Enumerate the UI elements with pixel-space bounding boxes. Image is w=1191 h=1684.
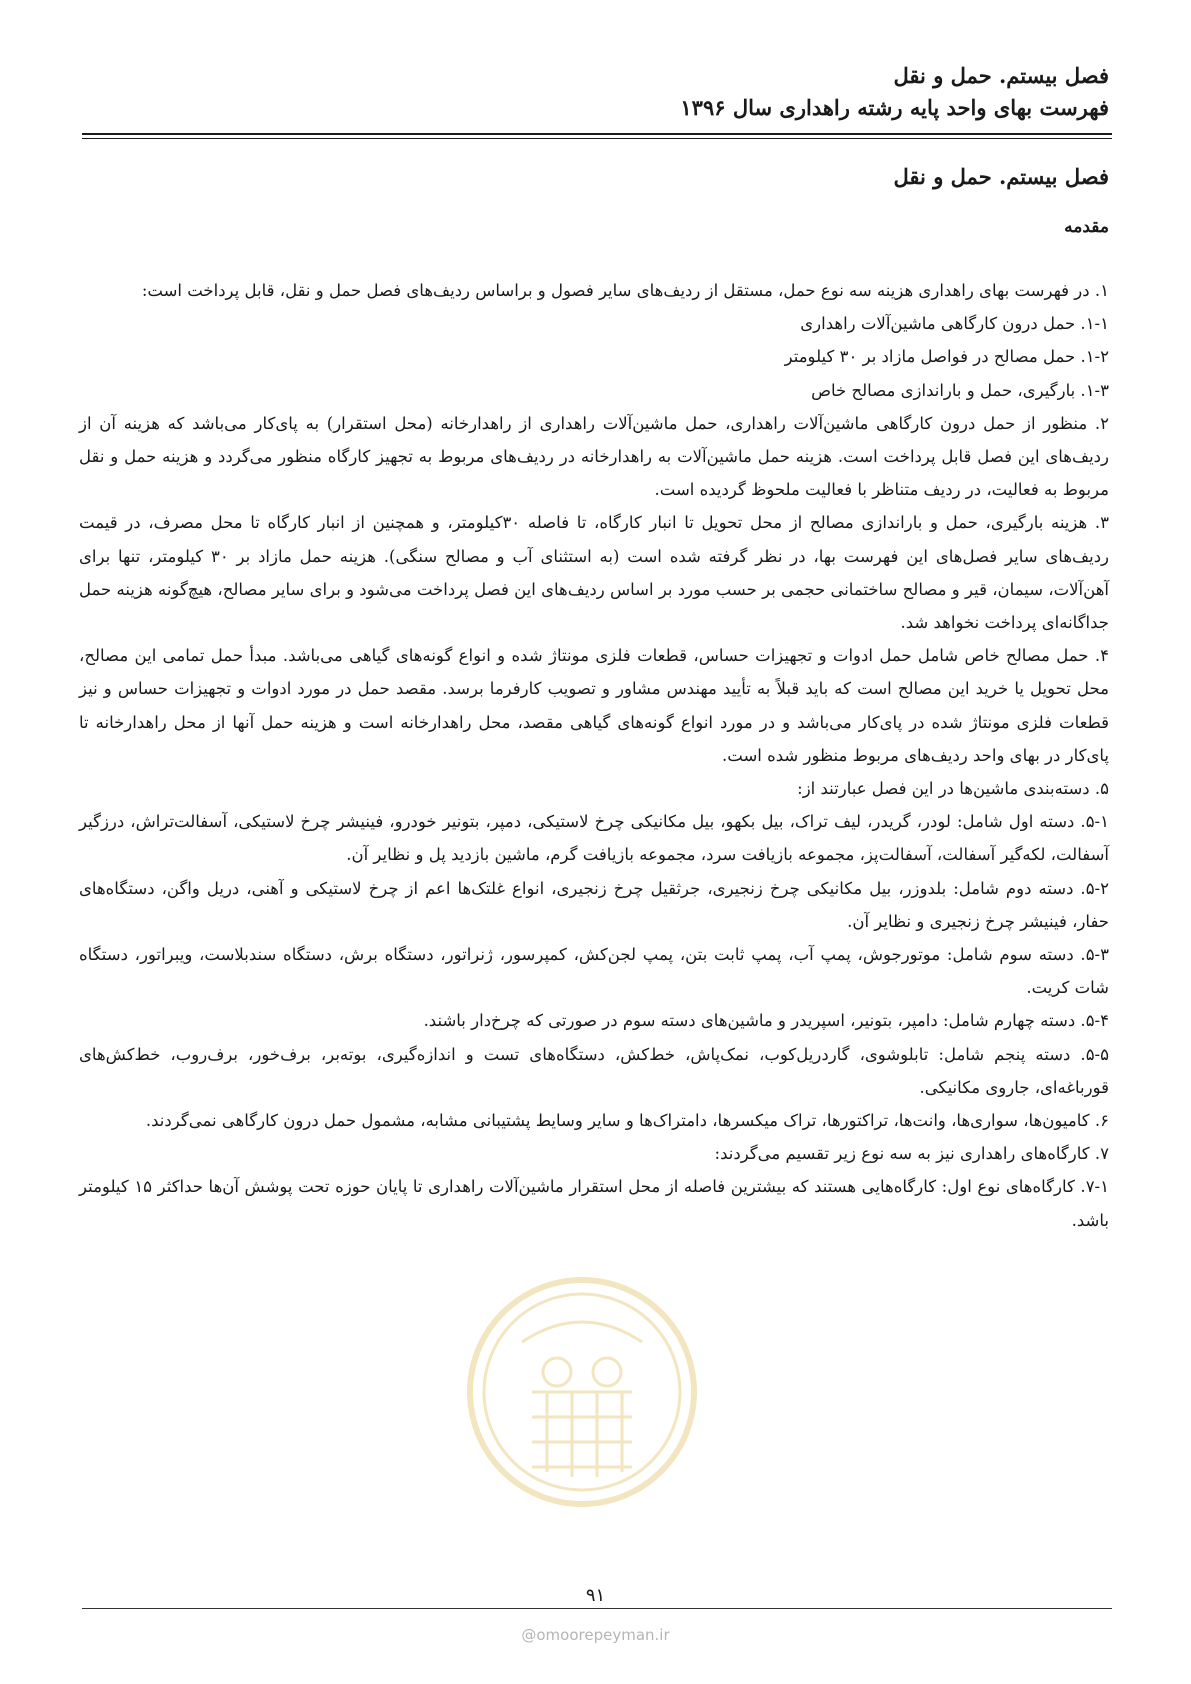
running-header	[79, 60, 1109, 124]
paragraph-3: ۳. هزینه بارگیری، حمل و باراندازی مصالح از محل تحویل تا انبار کارگاه، تا فاصله ۳۰کیلومتر، و همچنین از انبار کارگاه تا محل مصرف، در قیمت ردیف‌های سایر فصل‌های این فهرست بها، در نظر گرفته شده است (به استثنای آب و مصالح سنگی). هزینه حمل مازاد بر ۳۰ کیلومتر، تنها برای آهن‌آلات، سیمان، قیر و مصالح ساختمانی حجمی بر حسب مورد بر اساس ردیف‌های این فصل پرداخت می‌شود و برای سایر مصالح، هیچ‌گونه هزینه حمل جداگانه‌ای پرداخت نخواهد شد.	[79, 513, 1110, 633]
main-content	[79, 162, 1109, 1237]
paragraph-5-1: ۵-۱. دسته اول شامل: لودر، گریدر، لیف تراک، بیل بکهو، بیل مکانیکی چرخ لاستیکی، دمپر، بتونیر خودرو، فینیشر چرخ لاستیکی، آسفالت‌تراش، درزگیر آسفالت، لکه‌گیر آسفالت، آسفالت‌پز، مجموعه بازیافت سرد، مجموعه بازیافت گرم، ماشین بازدید پل و نظایر آن.	[79, 812, 1109, 865]
paragraph-2: ۲. منظور از حمل درون کارگاهی ماشین‌آلات راهداری، حمل ماشین‌آلات راهداری از راهدارخانه (محل استقرار) به پای‌کار می‌باشد که هزینه آن از ردیف‌های این فصل قابل پرداخت است. هزینه حمل ماشین‌آلات به راهدارخانه در ردیف‌های مربوط به تجهیز کارگاه منظور می‌گردد و هزینه حمل و نقل مربوط به فعالیت، در ردیف متناظر با فعالیت ملحوظ گردیده است.	[79, 413, 1109, 500]
paragraph-7: ۷. کارگاه‌های راهداری نیز به سه نوع زیر تقسیم می‌گردند:	[714, 1144, 1109, 1164]
paragraph-7-1: ۷-۱. کارگاه‌های نوع اول: کارگاه‌هایی هستند که بیشترین فاصله از محل استقرار ماشین‌آلات راهداری تا پایان حوزه تحت پوشش آن‌ها حداکثر ۱۵ کیلومتر باشد.	[79, 1177, 1109, 1230]
paragraph-5-5: ۵-۵. دسته پنجم شامل: تابلوشوی، گاردریل‌کوب، نمک‌پاش، خط‌کش، دستگاه‌های تست و اندازه‌گیری، بوته‌بر، برف‌خور، برف‌روب، خط‌کش‌های قورباغه‌ای، جاروی مکانیکی.	[79, 1044, 1109, 1097]
paragraph-5-4: ۵-۴. دسته چهارم شامل: دامپر، بتونیر، اسپریدر و ماشین‌های دسته سوم در صورتی که چرخ‌دار باشند.	[423, 1011, 1109, 1031]
paragraph-1-1: ۱-۱. حمل درون کارگاهی ماشین‌آلات راهداری	[800, 314, 1109, 334]
paragraph-1-2: ۱-۲. حمل مصالح در فواصل مازاد بر ۳۰ کیلومتر	[784, 347, 1109, 367]
paragraph-5: ۵. دسته‌بندی ماشین‌ها در این فصل عبارتند از:	[797, 779, 1109, 799]
header-chapter-title: فصل بیستم. حمل و نقل	[893, 63, 1109, 88]
footer-website-watermark: @omoorepeyman.ir	[521, 1626, 670, 1644]
page-number: ۹۱	[585, 1585, 606, 1606]
paragraph-4: ۴. حمل مصالح خاص شامل حمل ادوات و تجهیزات حساس، قطعات فلزی مونتاژ شده و انواع گونه‌های گیاهی می‌باشد. مبدأ حمل تمامی این مصالح، محل تحویل یا خرید این مصالح است که باید قبلاً به تأیید مهندس مشاور و تصویب کارفرما برسد. مقصد حمل در مورد ادوات و تجهیزات حساس و نیز قطعات فلزی مونتاژ شده در پای‌کار می‌باشد و در مورد انواع گونه‌های گیاهی مقصد، محل راهدارخانه است و هزینه حمل آنها از محل راهدارخانه تا پای‌کار در بهای واحد ردیف‌های مربوط منظور شده است.	[79, 646, 1110, 765]
paragraph-1: ۱. در فهرست بهای راهداری هزینه سه نوع حمل، مستقل از ردیف‌های سایر فصول و براساس ردیف‌های فصل حمل و نقل، قابل پرداخت است:	[141, 281, 1109, 300]
header-rule-thin	[82, 138, 1112, 139]
header-rule-thick	[82, 133, 1112, 135]
intro-heading: مقدمه	[1064, 217, 1109, 237]
paragraph-1-3: ۱-۳. بارگیری، حمل و باراندازی مصالح خاص	[811, 380, 1109, 400]
paragraph-6: ۶. کامیون‌ها، سواری‌ها، وانت‌ها، تراکتورها، تراک میکسرها، دامتراک‌ها و سایر وسایط پشتیبانی مشابه، مشمول حمل درون کارگاهی نمی‌گردند.	[145, 1111, 1109, 1131]
header-document-title: فهرست بهای واحد پایه رشته راهداری سال ۱۳۹۶	[680, 95, 1109, 120]
chapter-title: فصل بیستم. حمل و نقل	[893, 164, 1109, 189]
paragraph-5-2: ۵-۲. دسته دوم شامل: بلدوزر، بیل مکانیکی چرخ زنجیری، جرثقیل چرخ زنجیری، انواع غلتک‌ها اعم از چرخ لاستیکی و آهنی، دریل واگن، دستگاه‌های حفار، فینیشر چرخ زنجیری و نظایر آن.	[79, 878, 1109, 931]
paragraph-5-3: ۵-۳. دسته سوم شامل: موتورجوش، پمپ آب، پمپ ثابت بتن، پمپ لجن‌کش، کمپرسور، ژنراتور، دستگاه برش، دستگاه سندبلاست، ویبراتور، دستگاه شات کریت.	[79, 945, 1109, 998]
footer-rule	[82, 1608, 1112, 1609]
watermark-seal-icon	[462, 1272, 702, 1512]
